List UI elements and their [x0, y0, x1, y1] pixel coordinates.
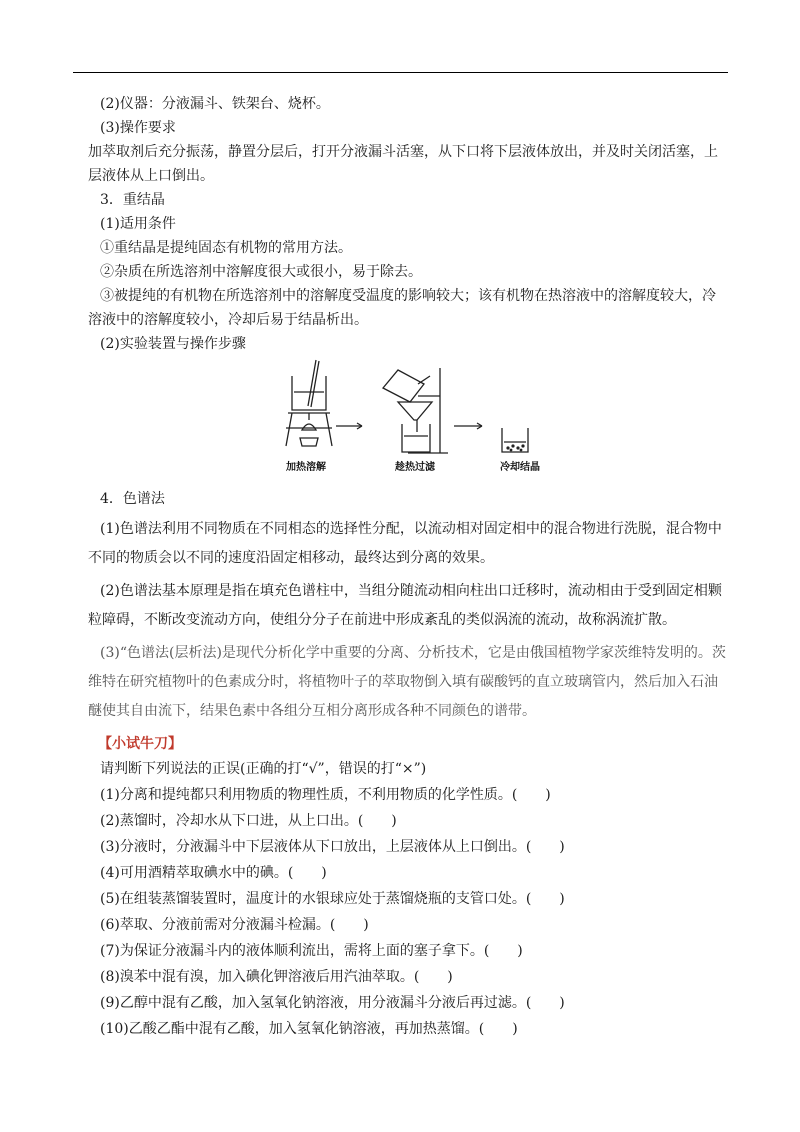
chromatography-para-2: (2)色谱法基本原理是指在填充色谱柱中，当组分随流动相向柱出口迁移时，流动相由于受到固定相颗粒障碍，不断改变流动方向，使组分分子在前进中形成紊乱的类似涡流的流动，故称涡流扩散。	[88, 583, 722, 628]
page-content	[88, 92, 728, 1042]
quiz-item: (3)分液时，分液漏斗中下层液体从下口放出，上层液体从上口倒出。( )	[100, 839, 565, 855]
caption-filtration: 趁热过滤	[395, 462, 435, 473]
quiz-item: (7)为保证分液漏斗内的液体顺利流出，需将上面的塞子拿下。( )	[100, 943, 523, 959]
crystals-icon	[506, 444, 524, 451]
cooling-beaker-icon	[502, 428, 528, 452]
quiz-item: (6)萃取、分液前需对分液漏斗检漏。( )	[100, 917, 369, 933]
apparatus-heading: (2)实验装置与操作步骤	[100, 336, 246, 352]
quiz-item: (8)溴苯中混有溴，加入碘化钾溶液后用汽油萃取。( )	[100, 969, 453, 985]
header-rule	[73, 72, 728, 73]
quiz-instruction: 请判断下列说法的正误(正确的打“√”，错误的打“×”)	[100, 761, 427, 777]
caption-cooling: 冷却结晶	[500, 462, 540, 473]
chromatography-heading: 4．色谱法	[100, 491, 165, 507]
quiz-item: (5)在组装蒸馏装置时，温度计的水银球应处于蒸馏烧瓶的支管口处。( )	[100, 891, 565, 907]
quiz-item: (4)可用酒精萃取碘水中的碘。( )	[100, 865, 327, 881]
requirements-heading: (3)操作要求	[100, 120, 176, 136]
quiz-item: (2)蒸馏时，冷却水从下口进，从上口出。( )	[100, 813, 397, 829]
quiz-item: (1)分离和提纯都只利用物质的物理性质，不利用物质的化学性质。( )	[100, 787, 551, 803]
requirements-text: 加萃取剂后充分振荡，静置分层后，打开分液漏斗活塞，从下口将下层液体放出，并及时关闭活塞，上层液体从上口倒出。	[88, 144, 718, 184]
chromatography-para-3: (3)“色谱法(层析法)是现代分析化学中重要的分离、分析技术，它是由俄国植物学家茨维特发明的。茨维特在研究植物叶的色素成分时，将植物叶子的萃取物倒入填有碳酸钙的直立玻璃管内，然后加入石油醚使其自由流下，结果色素中各组分互相分离形成各种不同颜色的谱带。	[88, 645, 726, 719]
condition-1: ①重结晶是提纯固态有机物的常用方法。	[100, 240, 352, 256]
conditions-heading: (1)适用条件	[100, 216, 176, 232]
instruments-line: (2)仪器：分液漏斗、铁架台、烧杯。	[100, 96, 330, 112]
chromatography-para-1: (1)色谱法利用不同物质在不同相态的选择性分配，以流动相对固定相中的混合物进行洗脱，混合物中不同的物质会以不同的速度沿固定相移动，最终达到分离的效果。	[88, 521, 722, 566]
caption-heating: 加热溶解	[286, 462, 326, 473]
condition-3: ③被提纯的有机物在所选溶剂中的溶解度受温度的影响较大；该有机物在热溶液中的溶解度较大，冷溶液中的溶解度较小，冷却后易于结晶析出。	[88, 288, 716, 328]
condition-2: ②杂质在所选溶剂中溶解度很大或很小，易于除去。	[100, 264, 422, 280]
quiz-tag: 【小试牛刀】	[98, 736, 182, 752]
recrystallization-figure	[88, 358, 728, 483]
quiz-item: (10)乙酸乙酯中混有乙酸，加入氢氧化钠溶液，再加热蒸馏。( )	[100, 1021, 518, 1037]
heating-beaker-icon	[286, 360, 332, 446]
quiz-item: (9)乙醇中混有乙酸，加入氢氧化钠溶液，用分液漏斗分液后再过滤。( )	[100, 995, 565, 1011]
recrystallization-heading: 3．重结晶	[100, 192, 165, 208]
hot-filtration-icon	[383, 368, 448, 453]
apparatus-diagram	[278, 358, 578, 483]
